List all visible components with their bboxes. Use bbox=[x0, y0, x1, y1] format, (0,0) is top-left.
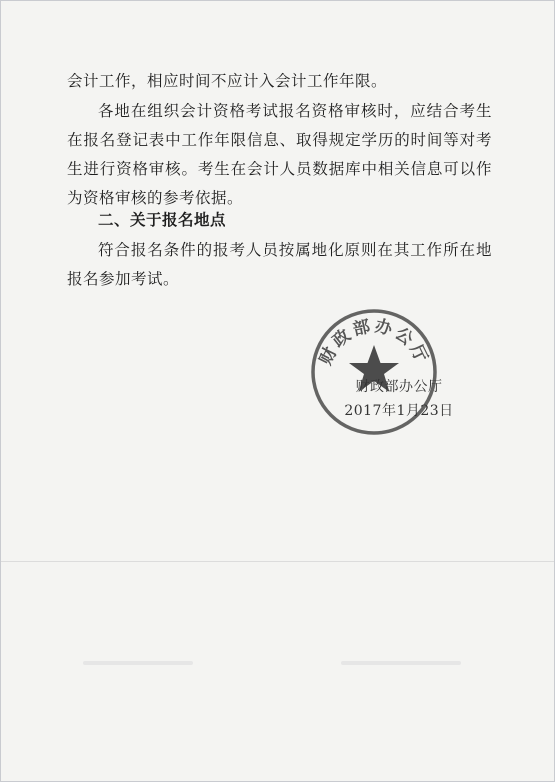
faint-bleed-through bbox=[341, 661, 461, 665]
section-heading-2: 二、关于报名地点 bbox=[98, 211, 227, 229]
page-fold-line bbox=[1, 561, 554, 562]
paragraph-1: 会计工作，相应时间不应计入会计工作年限。 bbox=[67, 72, 388, 90]
svg-text:财政部办公厅: 财政部办公厅 bbox=[315, 316, 433, 369]
paragraph-2: 各地在组织会计资格考试报名资格审核时，应结合考生在报名登记表中工作年限信息、取得规定学历的时间等对考生进行资格审核。考生在会计人员数据库中相关信息可以作为资格审核的参考依据。 bbox=[67, 102, 492, 207]
signature-date: 2017年1月23日 bbox=[344, 403, 454, 419]
paragraph-3: 符合报名条件的报考人员按属地化原则在其工作所在地报名参加考试。 bbox=[67, 241, 492, 288]
signature-block bbox=[319, 375, 479, 423]
faint-bleed-through bbox=[83, 661, 193, 665]
signature-org: 财政部办公厅 bbox=[355, 379, 443, 395]
